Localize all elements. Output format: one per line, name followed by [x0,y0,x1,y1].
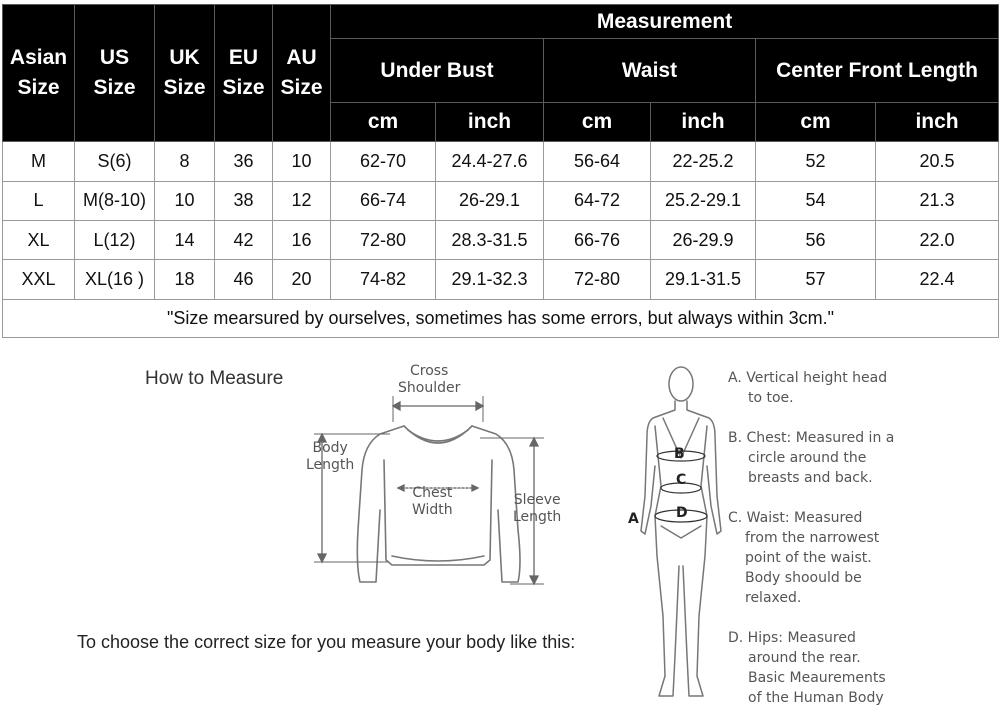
note-d: D. Hips: Measured around the rear. Basic Meaurements of the Human Body [728,630,886,706]
header-waist: Waist [544,39,756,103]
table-cell: 36 [215,142,273,181]
header-unit: cm [756,102,876,141]
table-cell: 18 [155,260,215,299]
table-cell: 66-74 [331,181,436,220]
table-cell: 54 [756,181,876,220]
table-row [3,142,999,181]
table-row [3,260,999,299]
header-unit: inch [651,102,756,141]
table-note: "Size mearsured by ourselves, sometimes has some errors, but always within 3cm." [3,299,999,337]
table-cell: 28.3-31.5 [436,220,544,259]
table-cell: M(8-10) [75,181,155,220]
table-cell: 24.4-27.6 [436,142,544,181]
table-cell: 10 [155,181,215,220]
table-cell: 12 [273,181,331,220]
header-asian-size: Asian Size [3,5,75,142]
table-cell: S(6) [75,142,155,181]
table-cell: L(12) [75,220,155,259]
header-unit: cm [331,102,436,141]
note-a: A. Vertical height head to toe. [728,370,888,406]
table-cell: 56 [756,220,876,259]
table-cell: 8 [155,142,215,181]
table-cell: 38 [215,181,273,220]
table-cell: 22.4 [876,260,999,299]
header-measurement: Measurement [331,5,999,39]
cross-shoulder-label: Cross Shoulder [398,363,461,396]
table-cell: 25.2-29.1 [651,181,756,220]
size-chart-table [2,4,999,338]
table-cell: M [3,142,75,181]
body-marker-d: D [676,505,688,521]
table-cell: 56-64 [544,142,651,181]
body-length-label: Body Length [306,440,355,473]
measurement-notes [728,368,998,708]
table-cell: 72-80 [331,220,436,259]
table-cell: 42 [215,220,273,259]
body-marker-b: B [674,446,685,462]
table-cell: 22.0 [876,220,999,259]
header-us-size: US Size [75,5,155,142]
header-uk-size: UK Size [155,5,215,142]
table-cell: 29.1-31.5 [651,260,756,299]
table-cell: 22-25.2 [651,142,756,181]
measure-instruction: To choose the correct size for you measure your body like this: [77,632,576,652]
table-cell: L [3,181,75,220]
header-au-size: AU Size [273,5,331,142]
table-cell: 62-70 [331,142,436,181]
table-cell: 57 [756,260,876,299]
table-cell: 52 [756,142,876,181]
header-center-front-length: Center Front Length [756,39,999,103]
table-cell: XXL [3,260,75,299]
sleeve-length-label: Sleeve Length [513,492,562,525]
note-c: C. Waist: Measured from the narrowest point of the waist. Body shoould be relaxed. [728,510,880,606]
header-unit: inch [436,102,544,141]
human-figure-diagram [615,356,730,706]
table-cell: 26-29.9 [651,220,756,259]
header-under-bust: Under Bust [331,39,544,103]
table-cell: 46 [215,260,273,299]
body-marker-c: C [676,472,687,488]
table-cell: XL [3,220,75,259]
table-cell: 20.5 [876,142,999,181]
table-cell: XL(16 ) [75,260,155,299]
header-eu-size: EU Size [215,5,273,142]
header-unit: inch [876,102,999,141]
header-unit: cm [544,102,651,141]
table-cell: 29.1-32.3 [436,260,544,299]
table-cell: 26-29.1 [436,181,544,220]
table-body [3,142,999,299]
table-cell: 72-80 [544,260,651,299]
table-cell: 10 [273,142,331,181]
table-cell: 16 [273,220,331,259]
table-cell: 14 [155,220,215,259]
chest-width-label: Chest Width [412,485,453,518]
table-row [3,181,999,220]
how-to-measure-title: How to Measure [145,368,284,389]
body-marker-a: A [628,511,639,527]
note-b: B. Chest: Measured in a circle around the breasts and back. [728,430,895,486]
table-cell: 20 [273,260,331,299]
table-cell: 21.3 [876,181,999,220]
table-cell: 64-72 [544,181,651,220]
table-row [3,220,999,259]
table-cell: 66-76 [544,220,651,259]
table-cell: 74-82 [331,260,436,299]
